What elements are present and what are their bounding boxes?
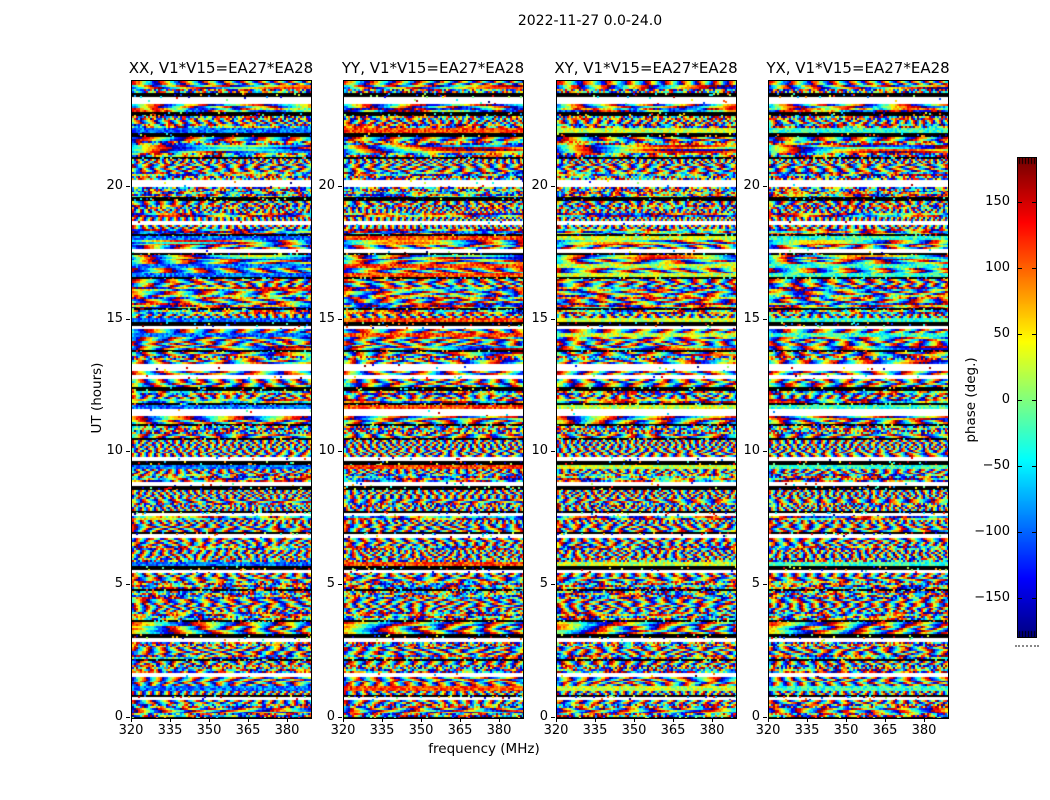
x-tick-mark xyxy=(846,718,847,722)
x-tick-label: 350 xyxy=(196,723,222,738)
colorbar-tick-label: 150 xyxy=(985,194,1010,210)
x-tick-mark xyxy=(924,718,925,722)
y-tick-label: 0 xyxy=(114,709,123,724)
phase-heatmap-xx xyxy=(132,81,311,718)
y-tick-mark xyxy=(763,717,767,718)
x-tick-label: 380 xyxy=(699,723,725,738)
y-tick-mark xyxy=(551,451,555,452)
y-tick-mark xyxy=(338,186,342,187)
x-tick-label: 350 xyxy=(408,723,434,738)
y-tick-label: 15 xyxy=(531,311,548,326)
colorbar-extend-dots xyxy=(1015,645,1039,647)
colorbar-tick-mark xyxy=(1018,334,1022,335)
y-tick-mark xyxy=(126,451,130,452)
y-tick-mark xyxy=(338,717,342,718)
colorbar-tick-mark xyxy=(1018,598,1022,599)
x-tick-label: 350 xyxy=(833,723,859,738)
x-tick-mark xyxy=(595,718,596,722)
y-tick-mark xyxy=(126,584,130,585)
y-tick-label: 15 xyxy=(743,311,760,326)
colorbar-frame xyxy=(1017,157,1037,638)
y-tick-mark xyxy=(126,186,130,187)
x-tick-label: 335 xyxy=(794,723,820,738)
x-tick-mark xyxy=(421,718,422,722)
x-tick-mark xyxy=(170,718,171,722)
y-tick-label: 0 xyxy=(326,709,335,724)
x-tick-mark xyxy=(499,718,500,722)
x-tick-mark xyxy=(209,718,210,722)
x-tick-mark xyxy=(460,718,461,722)
panel-title-yy: YY, V1*V15=EA27*EA28 xyxy=(341,59,525,77)
y-tick-mark xyxy=(763,186,767,187)
x-tick-mark xyxy=(712,718,713,722)
y-tick-label: 10 xyxy=(531,443,548,458)
x-tick-label: 380 xyxy=(486,723,512,738)
x-tick-mark xyxy=(343,718,344,722)
panel-title-xx: XX, V1*V15=EA27*EA28 xyxy=(128,59,314,77)
y-tick-mark xyxy=(126,319,130,320)
y-tick-label: 10 xyxy=(743,443,760,458)
phase-heatmap-yy xyxy=(344,81,523,718)
x-tick-mark xyxy=(287,718,288,722)
colorbar-tick-label: −100 xyxy=(974,524,1010,540)
y-tick-mark xyxy=(551,186,555,187)
colorbar-tick-label: 100 xyxy=(985,260,1010,276)
x-tick-mark xyxy=(248,718,249,722)
colorbar-tick-mark xyxy=(1018,400,1022,401)
x-tick-label: 380 xyxy=(911,723,937,738)
phase-heatmap-yx xyxy=(769,81,948,718)
y-tick-mark xyxy=(126,717,130,718)
panel-title-yx: YX, V1*V15=EA27*EA28 xyxy=(766,59,950,77)
y-tick-label: 5 xyxy=(751,576,760,591)
y-tick-label: 10 xyxy=(106,443,123,458)
x-tick-mark xyxy=(673,718,674,722)
panel-yx xyxy=(768,80,949,719)
y-tick-label: 20 xyxy=(531,178,548,193)
x-tick-label: 350 xyxy=(621,723,647,738)
panel-title-xy: XY, V1*V15=EA27*EA28 xyxy=(554,59,738,77)
x-tick-mark xyxy=(768,718,769,722)
colorbar-tick-mark xyxy=(1018,202,1022,203)
y-tick-mark xyxy=(338,319,342,320)
x-tick-label: 335 xyxy=(369,723,395,738)
y-tick-label: 10 xyxy=(318,443,335,458)
colorbar-tick-mark xyxy=(1018,268,1022,269)
x-tick-label: 365 xyxy=(660,723,686,738)
y-tick-label: 5 xyxy=(539,576,548,591)
panel-xy xyxy=(556,80,737,719)
y-tick-label: 5 xyxy=(326,576,335,591)
x-tick-mark xyxy=(131,718,132,722)
x-tick-label: 335 xyxy=(582,723,608,738)
panel-xx xyxy=(131,80,312,719)
x-axis-label: frequency (MHz) xyxy=(428,741,540,757)
y-tick-label: 15 xyxy=(318,311,335,326)
y-tick-mark xyxy=(551,717,555,718)
y-tick-mark xyxy=(763,584,767,585)
colorbar-tick-mark xyxy=(1032,400,1036,401)
colorbar-tick-label: 50 xyxy=(993,326,1010,342)
x-tick-mark xyxy=(634,718,635,722)
y-tick-mark xyxy=(763,451,767,452)
x-tick-label: 320 xyxy=(755,723,781,738)
y-tick-label: 20 xyxy=(106,178,123,193)
y-tick-mark xyxy=(551,319,555,320)
y-tick-label: 0 xyxy=(539,709,548,724)
x-tick-label: 320 xyxy=(118,723,144,738)
y-tick-mark xyxy=(551,584,555,585)
x-tick-label: 365 xyxy=(872,723,898,738)
colorbar-tick-label: −50 xyxy=(982,458,1010,474)
x-tick-label: 380 xyxy=(274,723,300,738)
x-tick-mark xyxy=(807,718,808,722)
colorbar-tick-mark xyxy=(1032,202,1036,203)
colorbar-tick-mark xyxy=(1032,334,1036,335)
y-tick-mark xyxy=(338,584,342,585)
colorbar-tick-mark xyxy=(1018,466,1022,467)
y-tick-label: 15 xyxy=(106,311,123,326)
colorbar-tick-label: −150 xyxy=(974,590,1010,606)
x-tick-mark xyxy=(556,718,557,722)
y-tick-label: 0 xyxy=(751,709,760,724)
colorbar-gradient xyxy=(1018,158,1036,637)
colorbar-tick-mark xyxy=(1032,466,1036,467)
colorbar-tick-mark xyxy=(1032,268,1036,269)
x-tick-label: 335 xyxy=(157,723,183,738)
panel-yy xyxy=(343,80,524,719)
colorbar-tick-label: 0 xyxy=(1001,392,1010,408)
y-tick-mark xyxy=(763,319,767,320)
colorbar-tick-mark xyxy=(1032,532,1036,533)
y-tick-label: 20 xyxy=(318,178,335,193)
x-tick-label: 365 xyxy=(235,723,261,738)
phase-heatmap-xy xyxy=(557,81,736,718)
x-tick-label: 320 xyxy=(330,723,356,738)
colorbar-tick-mark xyxy=(1032,598,1036,599)
x-tick-mark xyxy=(885,718,886,722)
y-axis-label: UT (hours) xyxy=(89,362,105,434)
colorbar-label: phase (deg.) xyxy=(963,357,979,443)
x-tick-label: 365 xyxy=(447,723,473,738)
x-tick-mark xyxy=(382,718,383,722)
x-tick-label: 320 xyxy=(543,723,569,738)
colorbar-tick-mark xyxy=(1018,532,1022,533)
figure-title: 2022-11-27 0.0-24.0 xyxy=(517,13,663,29)
y-tick-label: 5 xyxy=(114,576,123,591)
y-tick-mark xyxy=(338,451,342,452)
y-tick-label: 20 xyxy=(743,178,760,193)
